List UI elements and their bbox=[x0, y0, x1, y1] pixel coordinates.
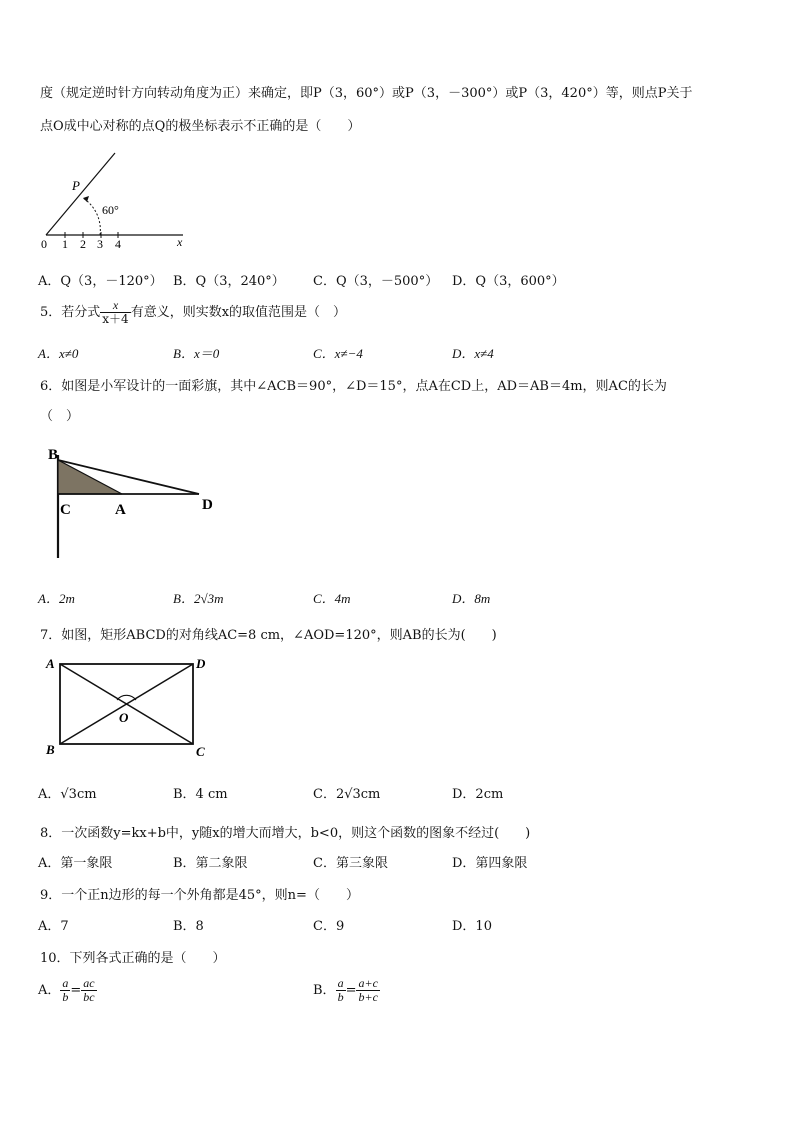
q6-option-b: B．2√3m bbox=[173, 591, 224, 606]
q10-option-a bbox=[38, 973, 97, 1009]
q10-b-right-numerator: a+c bbox=[358, 975, 378, 990]
q9-option-c: C．9 bbox=[313, 919, 345, 934]
q5-fraction bbox=[100, 299, 130, 326]
q10-option-b-equals: = bbox=[345, 983, 357, 998]
q10-b-right-denominator: b+c bbox=[358, 990, 378, 1004]
q5-option-b: B．x＝0 bbox=[173, 346, 220, 361]
q5-text-pre: 5．若分式 bbox=[40, 305, 101, 320]
q10-b-left-denominator: b bbox=[337, 990, 344, 1004]
q4-option-c: C．Q（3，－500°） bbox=[313, 274, 439, 289]
q10-text: 10．下列各式正确的是（ ） bbox=[40, 951, 226, 966]
label-x-axis: x bbox=[177, 235, 183, 249]
label-a: A bbox=[46, 656, 55, 671]
q4-polar-figure bbox=[38, 148, 198, 253]
label-tick-3: 3 bbox=[97, 237, 103, 251]
label-c: C bbox=[196, 744, 205, 759]
label-d: D bbox=[202, 497, 213, 513]
q6-option-a: A．2m bbox=[38, 591, 75, 606]
q10-a-left-numerator: a bbox=[62, 975, 69, 990]
q7-text: 7．如图，矩形ABCD的对角线AC=8 cm，∠AOD=120°，则AB的长为( ) bbox=[40, 628, 497, 643]
q5-text-post: 有意义，则实数x的取值范围是（ ） bbox=[130, 305, 347, 320]
q10-option-a-right-fraction bbox=[81, 977, 96, 1004]
q5-denominator: x＋4 bbox=[102, 312, 129, 326]
q9-option-d: D．10 bbox=[452, 919, 492, 934]
q5-option-d: D．x≠4 bbox=[452, 346, 494, 361]
label-tick-1: 1 bbox=[62, 237, 68, 251]
q5-option-c: C．x≠−4 bbox=[313, 346, 363, 361]
label-angle: 60° bbox=[102, 203, 119, 217]
label-b: B bbox=[48, 447, 59, 463]
q7-rectangle-figure bbox=[44, 652, 214, 762]
q4-text-line1: 度（规定逆时针方向转动角度为正）来确定，即P（3，60°）或P（3，－300°）或P（3，420°）等，则点P关于 bbox=[40, 86, 693, 101]
q6-text-line2: （ ） bbox=[40, 409, 80, 424]
q7-option-a: A．√3cm bbox=[38, 787, 97, 802]
q10-option-a-label: A． bbox=[38, 983, 61, 998]
label-tick-4: 4 bbox=[115, 237, 121, 251]
q10-option-b-left-fraction bbox=[336, 977, 346, 1004]
q6-option-d: D．8m bbox=[452, 591, 491, 606]
q10-option-a-equals: = bbox=[70, 983, 82, 998]
q7-option-d: D．2cm bbox=[452, 787, 504, 802]
q9-option-a: A．7 bbox=[38, 919, 69, 934]
q6-text-line1: 6．如图是小军设计的一面彩旗，其中∠ACB＝90°，∠D＝15°，点A在CD上，AD＝AB＝4m，则AC的长为 bbox=[40, 379, 667, 394]
q10-b-left-numerator: a bbox=[337, 975, 344, 990]
q10-option-b-right-fraction bbox=[356, 977, 379, 1004]
q4-text-line2: 点O成中心对称的点Q的极坐标表示不正确的是（ ） bbox=[40, 119, 361, 134]
label-c: C bbox=[60, 502, 71, 518]
shaded-triangle-abc bbox=[58, 460, 122, 494]
q4-option-b: B．Q（3，240°） bbox=[173, 274, 285, 289]
q7-option-c: C．2√3cm bbox=[313, 787, 381, 802]
q5-option-a: A．x≠0 bbox=[38, 346, 79, 361]
angle-arc bbox=[83, 198, 100, 235]
q10-a-right-denominator: bc bbox=[83, 990, 95, 1004]
q8-option-d: D．第四象限 bbox=[452, 856, 528, 871]
q7-option-b: B．4 cm bbox=[173, 787, 228, 802]
q8-option-b: B．第二象限 bbox=[173, 856, 248, 871]
label-o: O bbox=[119, 710, 129, 725]
label-tick-2: 2 bbox=[80, 237, 86, 251]
q10-option-b-label: B． bbox=[313, 983, 336, 998]
q4-option-a: A．Q（3，－120°） bbox=[38, 274, 163, 289]
q9-option-b: B．8 bbox=[173, 919, 204, 934]
label-origin: 0 bbox=[41, 237, 47, 251]
q10-option-a-left-fraction bbox=[60, 977, 70, 1004]
q6-option-c: C．4m bbox=[313, 591, 351, 606]
q5-numerator: x bbox=[100, 299, 130, 313]
q6-flag-figure bbox=[44, 440, 224, 565]
q8-text: 8．一次函数y=kx+b中，y随x的增大而增大，b<0，则这个函数的图象不经过( ) bbox=[40, 826, 531, 841]
label-d: D bbox=[196, 656, 206, 671]
label-b: B bbox=[46, 742, 55, 757]
ray-op bbox=[46, 153, 115, 235]
label-p: P bbox=[72, 178, 80, 193]
q4-option-d: D．Q（3，600°） bbox=[452, 274, 565, 289]
q10-a-left-denominator: b bbox=[62, 990, 69, 1004]
q5-text bbox=[40, 298, 346, 328]
q8-option-c: C．第三象限 bbox=[313, 856, 388, 871]
q10-a-right-numerator: ac bbox=[83, 975, 95, 990]
label-a: A bbox=[115, 502, 126, 518]
q9-text: 9．一个正n边形的每一个外角都是45°，则n=（ ） bbox=[40, 888, 359, 903]
q8-option-a: A．第一象限 bbox=[38, 856, 113, 871]
q10-option-b bbox=[313, 973, 380, 1009]
